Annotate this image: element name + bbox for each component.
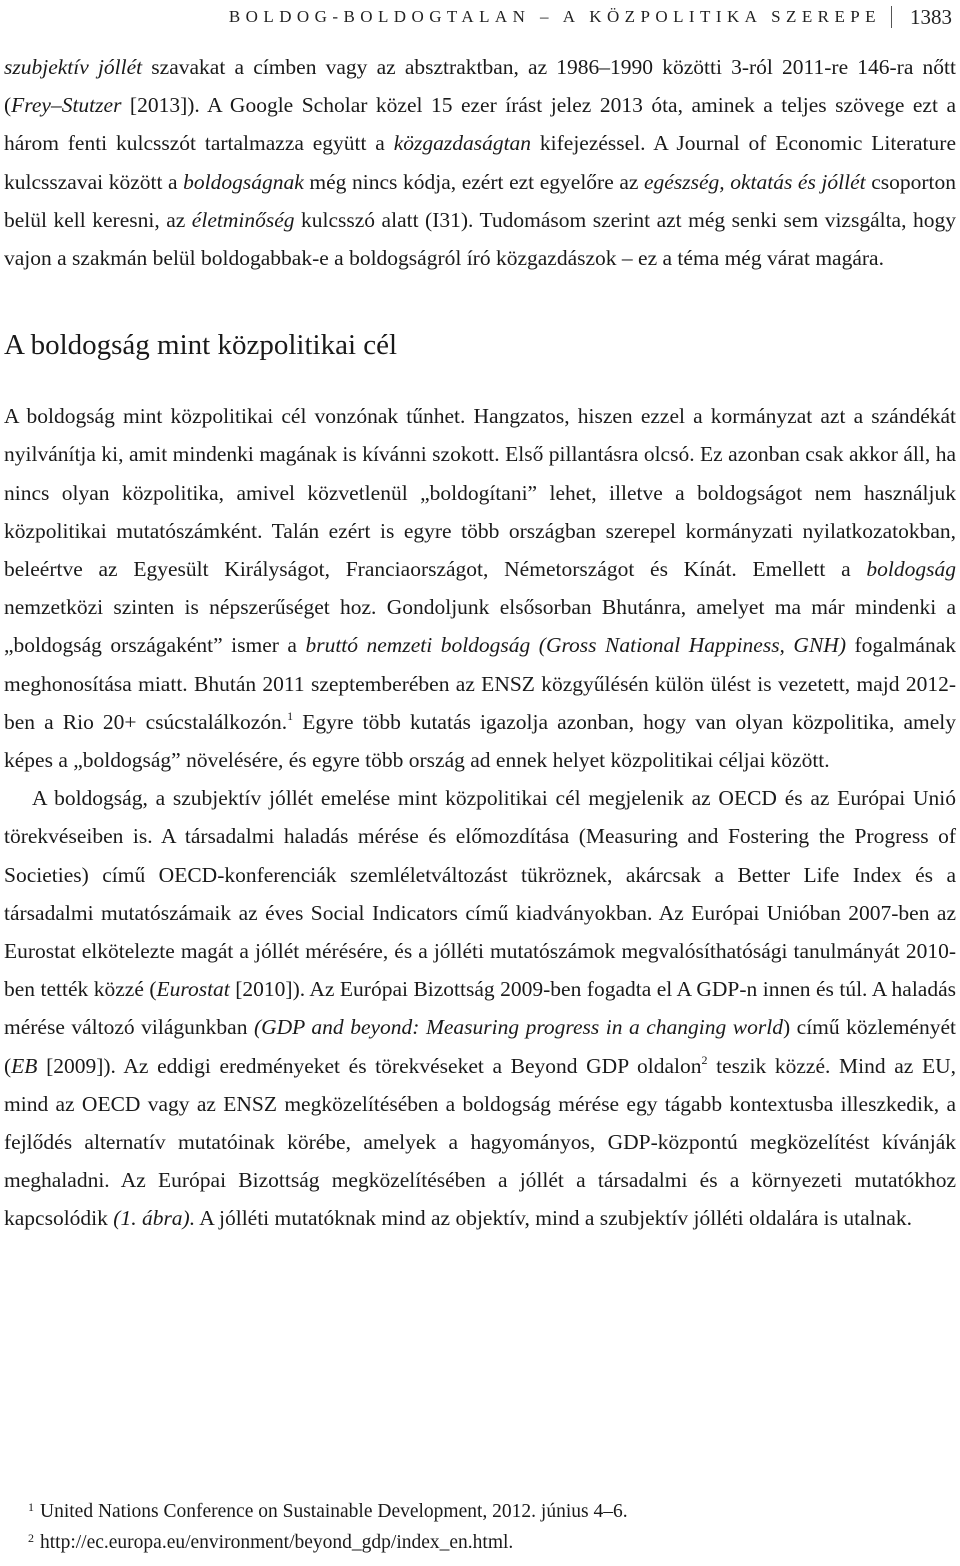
paragraph-3 bbox=[4, 779, 956, 1237]
footnote-text: United Nations Conference on Sustainable Development, 2012. június 4–6. bbox=[40, 1501, 628, 1522]
text-run: [2013]). A Google Scholar közel 15 ezer írást jelez 2013 óta, aminek a teljes szövege ezt a három fenti kulcsszót tartalmazza együtt a bbox=[4, 93, 956, 156]
text-run: még nincs kódja, ezért ezt egyelőre az bbox=[303, 169, 645, 194]
text-run: ) című közleményét ( bbox=[4, 1015, 956, 1078]
text-run: [2009]). Az eddigi eredményeket és törekvéseket a Beyond GDP oldalon bbox=[37, 1053, 702, 1078]
footnote-ref-2[interactable]: 2 bbox=[701, 1052, 708, 1067]
italic-term: szubjektív jóllét bbox=[4, 55, 143, 79]
italic-term: életminőség bbox=[191, 207, 295, 232]
paragraph-2 bbox=[4, 397, 956, 779]
footnote-ref-1[interactable]: 1 bbox=[287, 708, 294, 723]
footnote-1 bbox=[4, 1496, 944, 1527]
italic-term: boldogság bbox=[866, 557, 956, 582]
running-title: BOLDOG-BOLDOGTALAN – A KÖZPOLITIKA SZEREPE bbox=[228, 7, 881, 26]
citation-author: Frey–Stutzer bbox=[11, 93, 122, 118]
figure-reference[interactable]: (1. ábra). bbox=[113, 1206, 196, 1231]
footnote-url[interactable]: http://ec.europa.eu/environment/beyond_gdp/index_en.html. bbox=[40, 1532, 514, 1553]
page-number: 1383 bbox=[910, 4, 952, 29]
section-heading: A boldogság mint közpolitikai cél bbox=[4, 329, 398, 362]
text-run: csoporton belül kell keresni, az bbox=[4, 169, 956, 232]
text-run: [2010]). Az Európai Bizottság 2009-ben fogadta el A GDP-n innen és túl. A haladás mérése változó világunkban bbox=[4, 977, 956, 1040]
running-header bbox=[4, 0, 956, 34]
citation-author: EB bbox=[11, 1053, 38, 1078]
text-run: fogalmának meghonosítása miatt. Bhután 2011 szeptemberében az ENSZ közgyűlésén külön ülést is vezetett, majd 2012-ben a Rio 20+ csúcstalálkozón. bbox=[4, 633, 956, 734]
italic-term: boldogságnak bbox=[183, 169, 304, 194]
text-run: nemzetközi szinten is népszerűséget hoz. Gondoljunk elsősorban Bhutánra, amelyet ma már mindenki a „boldogság országaként” ismer a bbox=[4, 595, 956, 658]
text-run: A jólléti mutatóknak mind az objektív, mind a szubjektív jólléti oldalára is utalnak. bbox=[195, 1206, 913, 1231]
text-run: kifejezéssel. A Journal of Economic Literature kulcsszavai között a bbox=[4, 131, 956, 194]
text-run: teszik közzé. Mind az EU, mind az OECD vagy az ENSZ megközelítésében a boldogság mérése egy tágabb kontextusba illeszkedik, a fejlődés alternatív mutatóinak körébe, amelyek a hagyományos, GDP-központú megközelítést kívánják meghaladni. Az Európai Bizottság megközelítésében a jóllét a társadalmi és a környezeti mutatókhoz kapcsolódik bbox=[4, 1053, 956, 1231]
header-divider bbox=[891, 6, 892, 28]
italic-title: (GDP and beyond: Measuring progress in a changing world bbox=[253, 1015, 783, 1040]
footnote-number: 2 bbox=[28, 1531, 34, 1545]
text-run: A boldogság mint közpolitikai cél vonzónak tűnhet. Hangzatos, hiszen ezzel a kormányzat azt a szándékát nyilvánítja ki, amit mindenki magának is kívánni szokott. Első pillantásra olcsó. Ez azonban csak akkor áll, ha nincs olyan közpolitika, amivel közvetlenül „boldogítani” lehet, illetve a boldogságot nem használjuk közpolitikai mutatószámként. Talán ezért is egyre több országban szerepel kormányzati nyilatkozatokban, beleértve az Egyesült Királyságot, Franciaországot, Németországot és Kínát. Emellett a bbox=[4, 404, 956, 582]
footnote-number: 1 bbox=[28, 1500, 34, 1514]
text-run: Egyre több kutatás igazolja azonban, hogy van olyan közpolitika, amely képes a „boldogság” növelésére, és egyre több ország ad ennek helyet közpolitikai céljai között. bbox=[4, 709, 956, 773]
footnote-2 bbox=[4, 1527, 944, 1558]
footnotes bbox=[4, 1496, 944, 1558]
text-run: A boldogság, a szubjektív jóllét emelése mint közpolitikai cél megjelenik az OECD és az Európai Unió törekvéseiben is. A társadalmi haladás mérése és előmozdítása (Measuring and Fostering the Progress of Societies) című OECD-konferenciák szemléletváltozást tükröznek, akárcsak a Better Life Index és a társadalmi mutatószámaik az éves Social Indicators című kiadványokban. Az Európai Unióban 2007-ben az Eurostat elkötelezte magát a jóllét mérésére, és a jólléti mutatószámok megvalósíthatósági tanulmányát 2010-ben tették közzé ( bbox=[4, 786, 956, 1002]
citation-author: Eurostat bbox=[156, 977, 230, 1002]
document-page bbox=[4, 0, 956, 1238]
paragraph-1 bbox=[4, 48, 956, 277]
body-text bbox=[4, 48, 956, 1238]
italic-term: egészség, oktatás és jóllét bbox=[644, 169, 866, 194]
italic-term: közgazdaságtan bbox=[393, 131, 532, 156]
italic-term: bruttó nemzeti boldogság (Gross National Happiness, GNH) bbox=[305, 633, 846, 658]
text-run: szavakat a címben vagy az absztraktban, az 1986–1990 közötti 3-ról 2011-re 146-ra nőtt ( bbox=[4, 55, 957, 118]
text-run: kulcsszó alatt (I31). Tudomásom szerint azt még senki sem vizsgálta, hogy vajon a szakmán belül boldogabbak-e a boldogságról író közgazdászok – ez a téma még várat magára. bbox=[4, 207, 956, 271]
